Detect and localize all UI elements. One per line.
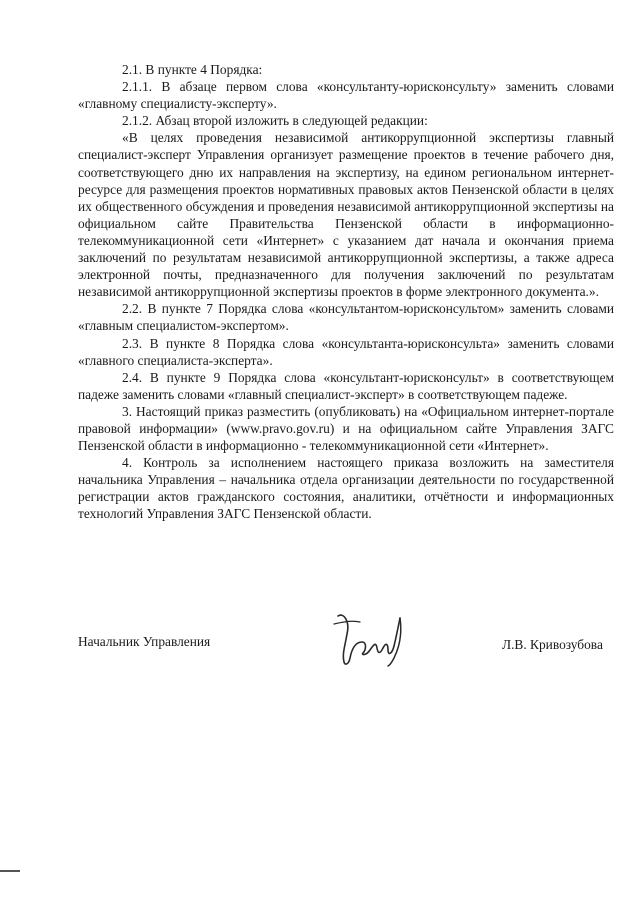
paragraph-3: 3. Настоящий приказ разместить (опубликовать) на «Официальном интернет-портале правовой информации» (www.pravo.gov.ru) и на официальном сайте Управления ЗАГС Пензенской области в информационно - телекоммуникационной сети «Интернет». bbox=[78, 403, 614, 454]
paragraph-quoted-text: «В целях проведения независимой антикоррупционной экспертизы главный специалист-эксперт Управления организует размещение проектов в течение рабочего дня, соответствующего дню их направления на экспертизу, на едином региональном интернет-ресурсе для размещения проектов нормативных правовых актов Пензенской области в целях их общественного обсуждения и проведения независимой антикоррупционной экспертизы на официальном сайте Правительства Пензенской области в информационно-телекоммуникационной сети «Интернет» с указанием дат начала и окончания приема заключений по результатам независимой антикоррупционной экспертизы, а также адреса электронной почты, предназначенного для получения заключений по результатам независимой антикоррупционной экспертизы проектов в форме электронного документа.». bbox=[78, 130, 614, 300]
document-body bbox=[78, 61, 614, 523]
paragraph-2-1-2: 2.1.2. Абзац второй изложить в следующей редакции: bbox=[122, 113, 428, 129]
paragraph-2-3: 2.3. В пункте 8 Порядка слова «консультанта-юрисконсульта» заменить словами «главного специалиста-эксперта». bbox=[78, 335, 614, 368]
paragraph-2-4: 2.4. В пункте 9 Порядка слова «консультант-юрисконсульт» в соответствующем падеже заменить словами «главный специалист-эксперт» в соответствующем падеже. bbox=[78, 369, 614, 402]
handwritten-signature bbox=[330, 608, 412, 670]
scan-edge-mark bbox=[0, 870, 20, 872]
paragraph-2-1: 2.1. В пункте 4 Порядка: bbox=[122, 62, 263, 77]
signatory-name: Л.В. Кривозубова bbox=[502, 637, 603, 652]
paragraph-2-2: 2.2. В пункте 7 Порядка слова «консультантом-юрисконсультом» заменить словами «главным специалистом-экспертом». bbox=[78, 301, 614, 334]
signatory-title: Начальник Управления bbox=[78, 634, 211, 649]
paragraph-2-1-1: 2.1.1. В абзаце первом слова «консультанту-юрисконсульту» заменить словами «главному специалисту-эксперту». bbox=[78, 79, 614, 112]
paragraph-4: 4. Контроль за исполнением настоящего приказа возложить на заместителя начальника Управления – начальника отдела организации деятельности по государственной регистрации актов гражданского состояния, аналитики, отчётности и информационных технологий Управления ЗАГС Пензенской области. bbox=[78, 455, 614, 522]
